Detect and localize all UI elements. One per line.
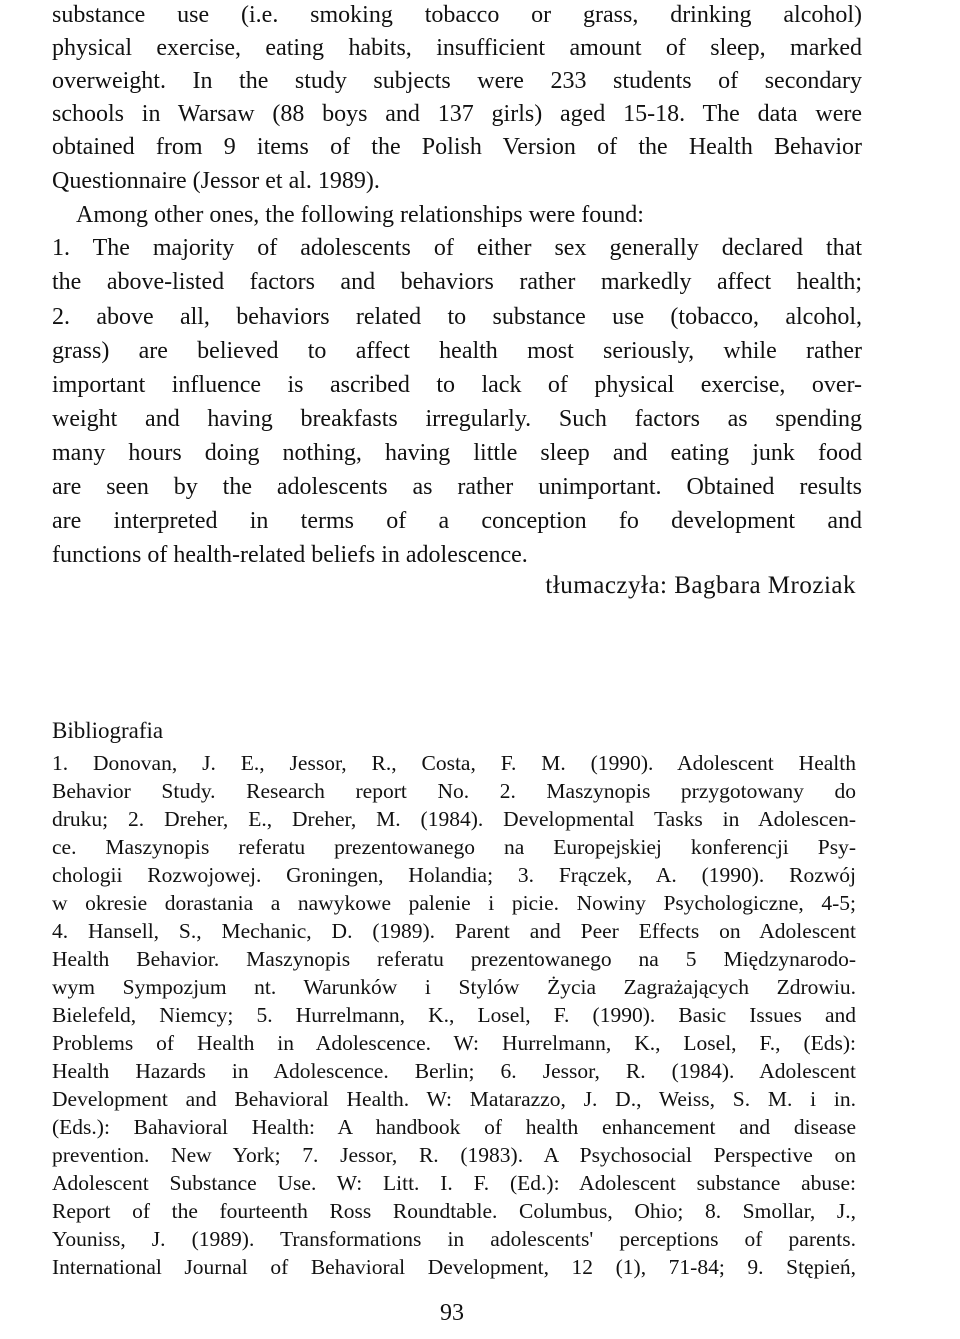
abstract-line: 1. The majority of adolescents of either sex generally declared that: [52, 235, 862, 261]
abstract-line: are seen by the adolescents as rather unimportant. Obtained results: [52, 474, 862, 500]
reference-line: 4. Hansell, S., Mechanic, D. (1989). Parent and Peer Effects on Adolescent: [52, 919, 856, 943]
reference-line: Problems of Health in Adolescence. W: Hurrelmann, K., Losel, F., (Eds):: [52, 1031, 856, 1055]
bibliography-heading: Bibliografia: [52, 718, 164, 743]
reference-line: Report of the fourteenth Ross Roundtable. Columbus, Ohio; 8. Smollar, J.,: [52, 1199, 856, 1223]
abstract-line: Questionnaire (Jessor et al. 1989).: [52, 168, 380, 194]
abstract-line: grass) are believed to affect health most seriously, while rather: [52, 338, 862, 364]
reference-line: wym Sympozjum nt. Warunków i Stylów Życia Zagrażających Zdrowiu.: [52, 975, 856, 999]
reference-line: druku; 2. Dreher, E., Dreher, M. (1984). Developmental Tasks in Adolescen-: [52, 807, 856, 831]
abstract-line: important influence is ascribed to lack of physical exercise, over-: [52, 372, 862, 398]
reference-line: 1. Donovan, J. E., Jessor, R., Costa, F. M. (1990). Adolescent Health: [52, 751, 856, 775]
reference-line: (Eds.): Bahavioral Health: A handbook of health enhancement and disease: [52, 1115, 856, 1139]
abstract-line: 2. above all, behaviors related to substance use (tobacco, alcohol,: [52, 304, 862, 330]
abstract-line: physical exercise, eating habits, insufficient amount of sleep, marked: [52, 35, 862, 61]
abstract-line: substance use (i.e. smoking tobacco or grass, drinking alcohol): [52, 2, 862, 28]
reference-line: chologii Rozwojowej. Groningen, Holandia; 3. Frączek, A. (1990). Rozwój: [52, 863, 856, 887]
translator-credit: tłumaczyła: Bagbara Mroziak: [545, 572, 856, 599]
reference-line: Bielefeld, Niemcy; 5. Hurrelmann, K., Losel, F. (1990). Basic Issues and: [52, 1003, 856, 1027]
page-number: 93: [440, 1300, 464, 1326]
abstract-line: overweight. In the study subjects were 233 students of secondary: [52, 68, 862, 94]
reference-line: Behavior Study. Research report No. 2. Maszynopis przygotowany do: [52, 779, 856, 803]
abstract-line: are interpreted in terms of a conception fo development and: [52, 508, 862, 534]
reference-line: Health Behavior. Maszynopis referatu prezentowanego na 5 Międzynarodo-: [52, 947, 856, 971]
abstract-line: schools in Warsaw (88 boys and 137 girls) aged 15-18. The data were: [52, 101, 862, 127]
abstract-line: obtained from 9 items of the Polish Version of the Health Behavior: [52, 134, 862, 160]
abstract-line: Among other ones, the following relationships were found:: [76, 202, 644, 228]
reference-line: Adolescent Substance Use. W: Litt. I. F. (Ed.): Adolescent substance abuse:: [52, 1171, 856, 1195]
abstract-line: functions of health-related beliefs in adolescence.: [52, 542, 528, 568]
abstract-line: many hours doing nothing, having little sleep and eating junk food: [52, 440, 862, 466]
reference-line: Youniss, J. (1989). Transformations in adolescents' perceptions of parents.: [52, 1227, 856, 1251]
abstract-line: the above-listed factors and behaviors rather markedly affect health;: [52, 269, 862, 295]
reference-line: ce. Maszynopis referatu prezentowanego na Europejskiej konferencji Psy-: [52, 835, 856, 859]
abstract-line: weight and having breakfasts irregularly. Such factors as spending: [52, 406, 862, 432]
reference-line: International Journal of Behavioral Development, 12 (1), 71-84; 9. Stępień,: [52, 1255, 856, 1279]
reference-line: prevention. New York; 7. Jessor, R. (1983). A Psychosocial Perspective on: [52, 1143, 856, 1167]
reference-line: Health Hazards in Adolescence. Berlin; 6. Jessor, R. (1984). Adolescent: [52, 1059, 856, 1083]
reference-line: w okresie dorastania a nawykowe palenie i picie. Nowiny Psychologiczne, 4-5;: [52, 891, 856, 915]
reference-line: Development and Behavioral Health. W: Matarazzo, J. D., Weiss, S. M. i in.: [52, 1087, 856, 1111]
